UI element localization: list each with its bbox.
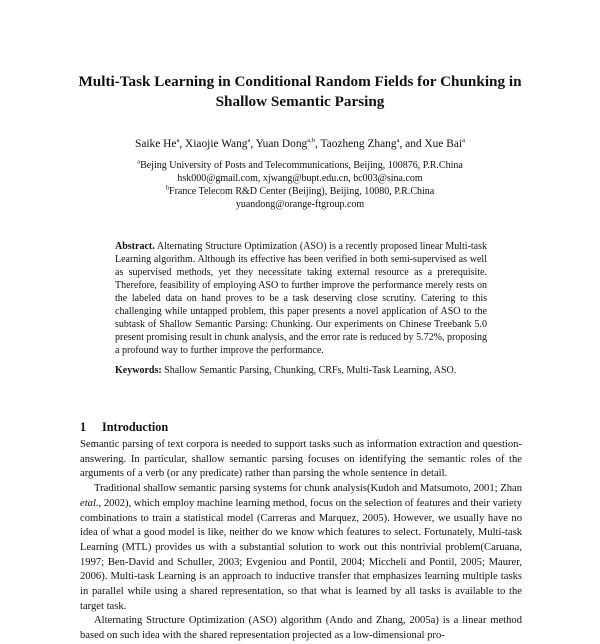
author-affiliation-mark: a xyxy=(396,137,400,145)
affiliation-b-email: yuandong@orange-ftgroup.com xyxy=(235,199,365,210)
title-line-2: Shallow Semantic Parsing xyxy=(215,93,385,110)
author-name: Taozheng Zhang xyxy=(320,138,397,150)
author-name: Xiaojie Wang xyxy=(185,138,248,150)
citation-etal: etal. xyxy=(80,497,99,509)
section-number: 1 xyxy=(80,420,87,434)
affiliation-a-text: Bejing University of Posts and Telecommunications, Beijing, 100876, P.R.China xyxy=(140,160,463,171)
author-name: Yuan Dong xyxy=(255,138,308,150)
introduction-body xyxy=(80,438,522,644)
author-affiliation-mark: a xyxy=(176,137,180,145)
abstract-label: Abstract. xyxy=(115,241,155,252)
author-separator: , and xyxy=(399,138,425,150)
author-affiliation-mark: a,b xyxy=(307,137,315,145)
author-separator: , xyxy=(179,138,186,150)
affiliation-a xyxy=(60,159,540,172)
affiliations xyxy=(60,159,540,211)
author-separator: , xyxy=(250,138,256,150)
affiliation-b xyxy=(60,185,540,198)
abstract xyxy=(115,240,487,357)
author-name: Xue Bai xyxy=(424,138,463,150)
paragraph-text: , 2002), which employ machine learning method, focus on the selection of features and their variety combinations to train a statistical model (Carreras and Marquez, 2005). However, we usually have no idea of what a good model is like, neither do we know which features to select. Fortunately, Multi-task Learning (MTL) provides us with a substantial solution to work out this nontrivial problem(Caruana, 1997; Ben-David and Schuller, 2003; Evgeniou and Pontil, 2004; Miccheli and Pontil, 2005; Maurer, 2006). Multi-task Learning is an approach to inductive transfer that emphasizes learning multiple tasks in parallel while using a shared representation, so that what is learned by all tasks is available to the target task. xyxy=(80,497,522,612)
keywords-label: Keywords: xyxy=(115,365,162,376)
abstract-text: Alternating Structure Optimization (ASO) is a recently proposed linear Multi-task Learning algorithm. Although its effective has been verified in both semi-supervised as well as supervised methods, yet they necessitate taking external resource as a prerequisite. Therefore, feasibility of employing ASO to further improve the performance merely rests on the labeled data on hand proves to be a task deserving close scrutiny. Catering to this challenging while untapped problem, this paper presents a novel application of ASO to the subtask of Shallow Semantic Parsing: Chunking. Our experiments on Chinese Treebank 5.0 present promising result in chunk analysis, and the error rate is reduced by 5.72%, proposing a profound way to further improve the performance. xyxy=(115,241,488,356)
keywords-text: Shallow Semantic Parsing, Chunking, CRFs, Multi-Task Learning, ASO. xyxy=(164,365,457,376)
affiliation-mark: b xyxy=(165,184,170,192)
affiliation-b-text: France Telecom R&D Center (Beijing), Beijing, 10080, P.R.China xyxy=(169,186,435,197)
affiliation-mark: a xyxy=(137,158,141,166)
title-line-1: Multi-Task Learning in Conditional Random Fields for Chunking in xyxy=(78,73,522,90)
author-affiliation-mark: a xyxy=(247,137,251,145)
author-affiliation-mark: a xyxy=(462,137,465,145)
section-heading-introduction xyxy=(80,419,168,435)
author-name: Saike He xyxy=(135,138,177,150)
paper-title xyxy=(60,72,540,112)
keywords xyxy=(115,364,487,377)
section-title: Introduction xyxy=(102,420,169,434)
paragraph xyxy=(80,482,522,614)
paragraph-text: Traditional shallow semantic parsing systems for chunk analysis(Kudoh and Matsumoto, 2001; Zhan xyxy=(94,483,523,495)
paragraph: Semantic parsing of text corpora is needed to support tasks such as information extraction and question-answering. In particular, shallow semantic parsing focuses on identifying the semantic roles of the arguments of a verb (or any predicate) rather than parsing the whole sentence in detail. xyxy=(80,439,522,480)
author-list xyxy=(60,137,540,151)
author-separator: , xyxy=(315,138,321,150)
affiliation-a-emails: hsk000@gmail.com, xjwang@bupt.edu.cn, bc003@sina.com xyxy=(177,173,423,184)
paragraph: Alternating Structure Optimization (ASO) algorithm (Ando and Zhang, 2005a) is a linear method based on such idea with the shared representation projected as a low-dimensional pro- xyxy=(80,615,522,642)
